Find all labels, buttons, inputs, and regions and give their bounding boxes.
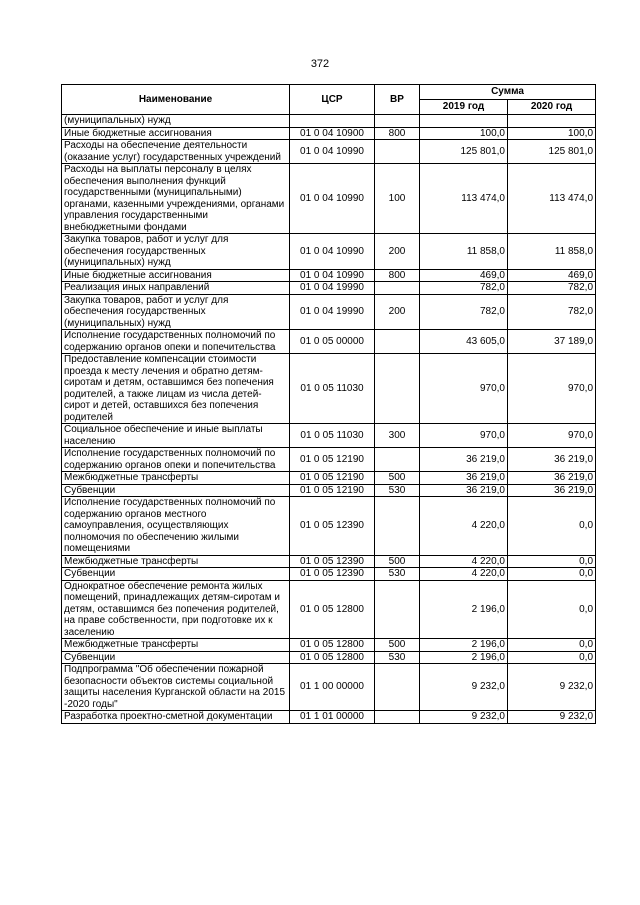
header-2019: 2019 год	[420, 100, 508, 115]
cell-y2019: 9 232,0	[420, 664, 508, 711]
cell-y2019: 9 232,0	[420, 711, 508, 724]
table-row	[62, 127, 596, 140]
cell-csr: 01 0 05 12190	[290, 448, 375, 472]
cell-name: Расходы на обеспечение деятельности (оказание услуг) государственных учреждений	[62, 140, 290, 164]
header-name: Наименование	[62, 85, 290, 115]
cell-vr	[375, 497, 420, 556]
cell-csr: 01 1 01 00000	[290, 711, 375, 724]
cell-y2019	[420, 115, 508, 128]
cell-name: Субвенции	[62, 568, 290, 581]
table-row	[62, 651, 596, 664]
page-number: 372	[310, 58, 330, 70]
cell-csr	[290, 115, 375, 128]
cell-vr	[375, 330, 420, 354]
cell-vr	[375, 664, 420, 711]
cell-name: Межбюджетные трансферты	[62, 555, 290, 568]
cell-vr	[375, 448, 420, 472]
cell-y2020: 100,0	[508, 127, 596, 140]
table-body	[62, 115, 596, 724]
cell-name: Субвенции	[62, 484, 290, 497]
header-vr: ВР	[375, 85, 420, 115]
cell-name: Однократное обеспечение ремонта жилых помещений, принадлежащих детям-сиротам и детям, оставшимся без попечения родителей, на праве собственности, при подготовке их к заселению	[62, 580, 290, 639]
header-csr: ЦСР	[290, 85, 375, 115]
cell-vr: 530	[375, 568, 420, 581]
table-row	[62, 484, 596, 497]
cell-y2019: 4 220,0	[420, 497, 508, 556]
cell-y2019: 782,0	[420, 294, 508, 330]
cell-vr	[375, 711, 420, 724]
cell-name: Иные бюджетные ассигнования	[62, 269, 290, 282]
table-row	[62, 424, 596, 448]
cell-y2019: 11 858,0	[420, 234, 508, 270]
table-row	[62, 664, 596, 711]
cell-csr: 01 0 05 12800	[290, 639, 375, 652]
cell-y2020: 782,0	[508, 282, 596, 295]
cell-csr: 01 0 04 10990	[290, 164, 375, 234]
cell-y2019: 36 219,0	[420, 448, 508, 472]
cell-name: Реализация иных направлений	[62, 282, 290, 295]
cell-name: Расходы на выплаты персоналу в целях обеспечения выполнения функций государственными (муниципальными) органами, казенными учреждениями, органами управления государственными внебюджетными фондами	[62, 164, 290, 234]
cell-name: Исполнение государственных полномочий по содержанию органов опеки и попечительства	[62, 448, 290, 472]
cell-y2019: 2 196,0	[420, 651, 508, 664]
cell-y2019: 782,0	[420, 282, 508, 295]
cell-csr: 01 0 04 10990	[290, 269, 375, 282]
table-row	[62, 568, 596, 581]
header-sum: Сумма	[420, 85, 596, 100]
cell-vr	[375, 580, 420, 639]
cell-csr: 01 0 05 12390	[290, 555, 375, 568]
cell-vr: 500	[375, 555, 420, 568]
cell-y2020: 0,0	[508, 568, 596, 581]
table-row	[62, 330, 596, 354]
cell-vr: 500	[375, 472, 420, 485]
cell-y2020: 36 219,0	[508, 472, 596, 485]
cell-name: Исполнение государственных полномочий по содержанию органов местного самоуправления, осуществляющих полномочия по обеспечению жилыми помещениями	[62, 497, 290, 556]
cell-y2019: 970,0	[420, 354, 508, 424]
cell-csr: 01 0 05 12390	[290, 497, 375, 556]
cell-vr	[375, 115, 420, 128]
cell-y2019: 125 801,0	[420, 140, 508, 164]
cell-name: (муниципальных) нужд	[62, 115, 290, 128]
cell-vr	[375, 140, 420, 164]
cell-y2020: 0,0	[508, 555, 596, 568]
cell-csr: 01 0 04 10990	[290, 234, 375, 270]
cell-vr	[375, 282, 420, 295]
table-header	[62, 85, 596, 115]
cell-name: Межбюджетные трансферты	[62, 639, 290, 652]
cell-y2020: 37 189,0	[508, 330, 596, 354]
cell-vr	[375, 354, 420, 424]
cell-csr: 01 0 05 12390	[290, 568, 375, 581]
cell-y2019: 113 474,0	[420, 164, 508, 234]
table-row	[62, 639, 596, 652]
cell-y2020: 0,0	[508, 580, 596, 639]
table-row	[62, 448, 596, 472]
cell-vr: 800	[375, 127, 420, 140]
cell-y2019: 36 219,0	[420, 472, 508, 485]
cell-csr: 01 0 04 19990	[290, 294, 375, 330]
cell-csr: 01 0 05 12190	[290, 472, 375, 485]
cell-y2019: 2 196,0	[420, 639, 508, 652]
cell-csr: 01 0 04 10990	[290, 140, 375, 164]
cell-y2020: 970,0	[508, 354, 596, 424]
cell-vr: 530	[375, 484, 420, 497]
table-row	[62, 234, 596, 270]
cell-y2019: 469,0	[420, 269, 508, 282]
cell-name: Субвенции	[62, 651, 290, 664]
cell-csr: 01 0 05 00000	[290, 330, 375, 354]
table-row	[62, 354, 596, 424]
table-row	[62, 472, 596, 485]
cell-csr: 01 0 05 12800	[290, 580, 375, 639]
cell-csr: 01 0 05 12190	[290, 484, 375, 497]
cell-vr: 530	[375, 651, 420, 664]
cell-name: Исполнение государственных полномочий по содержанию органов опеки и попечительства	[62, 330, 290, 354]
table-row	[62, 555, 596, 568]
table-row	[62, 294, 596, 330]
cell-y2020: 125 801,0	[508, 140, 596, 164]
cell-csr: 01 0 05 12800	[290, 651, 375, 664]
cell-vr: 300	[375, 424, 420, 448]
cell-name: Закупка товаров, работ и услуг для обеспечения государственных (муниципальных) нужд	[62, 234, 290, 270]
table-row	[62, 140, 596, 164]
cell-name: Закупка товаров, работ и услуг для обеспечения государственных (муниципальных) нужд	[62, 294, 290, 330]
cell-y2019: 2 196,0	[420, 580, 508, 639]
cell-name: Подпрограмма "Об обеспечении пожарной безопасности объектов системы социальной защиты населения Курганской области на 2015 -2020 годы"	[62, 664, 290, 711]
cell-csr: 01 0 05 11030	[290, 354, 375, 424]
header-2020: 2020 год	[508, 100, 596, 115]
cell-vr: 200	[375, 294, 420, 330]
cell-y2020: 970,0	[508, 424, 596, 448]
cell-y2020: 469,0	[508, 269, 596, 282]
cell-csr: 01 0 04 19990	[290, 282, 375, 295]
budget-table	[61, 84, 596, 724]
cell-y2019: 4 220,0	[420, 555, 508, 568]
cell-y2020: 0,0	[508, 651, 596, 664]
cell-csr: 01 0 04 10900	[290, 127, 375, 140]
cell-vr: 800	[375, 269, 420, 282]
cell-y2019: 4 220,0	[420, 568, 508, 581]
cell-y2020: 0,0	[508, 497, 596, 556]
cell-csr: 01 0 05 11030	[290, 424, 375, 448]
cell-y2020: 9 232,0	[508, 664, 596, 711]
table-row	[62, 115, 596, 128]
cell-y2020: 0,0	[508, 639, 596, 652]
cell-y2020: 11 858,0	[508, 234, 596, 270]
cell-y2020: 36 219,0	[508, 448, 596, 472]
table-row	[62, 269, 596, 282]
cell-y2020: 36 219,0	[508, 484, 596, 497]
table-row	[62, 164, 596, 234]
cell-y2019: 43 605,0	[420, 330, 508, 354]
cell-y2020	[508, 115, 596, 128]
table-row	[62, 580, 596, 639]
cell-y2019: 36 219,0	[420, 484, 508, 497]
table-row	[62, 711, 596, 724]
cell-vr: 200	[375, 234, 420, 270]
cell-name: Социальное обеспечение и иные выплаты населению	[62, 424, 290, 448]
cell-name: Разработка проектно-сметной документации	[62, 711, 290, 724]
table-row	[62, 497, 596, 556]
cell-name: Межбюджетные трансферты	[62, 472, 290, 485]
cell-y2020: 113 474,0	[508, 164, 596, 234]
cell-y2019: 100,0	[420, 127, 508, 140]
cell-name: Предоставление компенсации стоимости проезда к месту лечения и обратно детям-сиротам и детям, оставшимся без попечения родителей, а также лицам из числа детей-сирот и детей, оставшихся без попечения родителей	[62, 354, 290, 424]
cell-y2020: 9 232,0	[508, 711, 596, 724]
cell-y2019: 970,0	[420, 424, 508, 448]
cell-vr: 500	[375, 639, 420, 652]
cell-y2020: 782,0	[508, 294, 596, 330]
cell-name: Иные бюджетные ассигнования	[62, 127, 290, 140]
cell-vr: 100	[375, 164, 420, 234]
table-row	[62, 282, 596, 295]
cell-csr: 01 1 00 00000	[290, 664, 375, 711]
